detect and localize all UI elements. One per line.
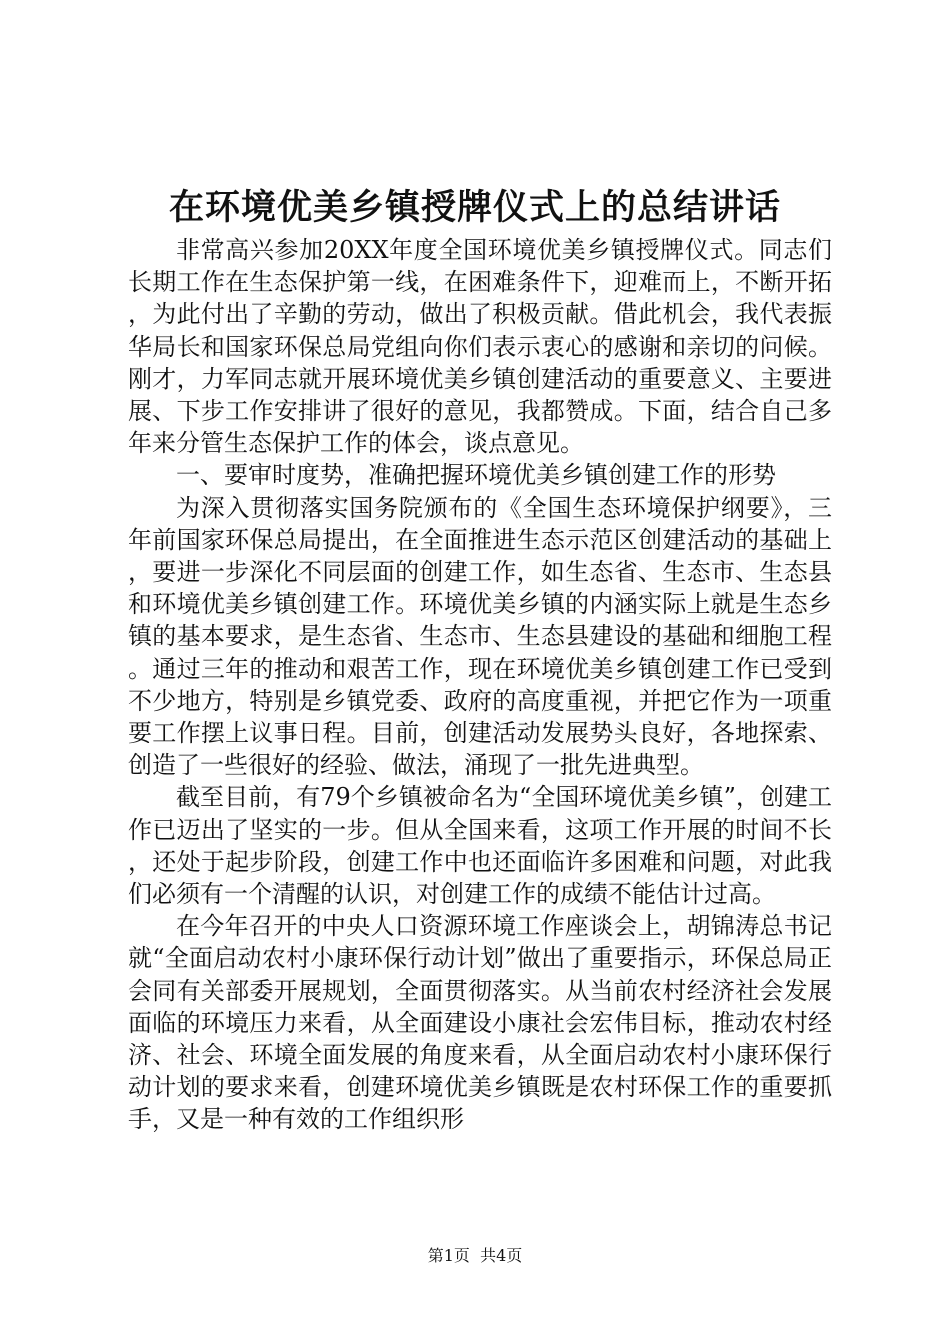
paragraph-opening: 非常高兴参加20XX年度全国环境优美乡镇授牌仪式。同志们长期工作在生态保护第一线，在困难条件下，迎难而上，不断开拓，为此付出了辛勤的劳动，做出了积极贡献。借此机会，我代表振华局长和国家环保总局党组向你们表示衷心的感谢和亲切的问候。刚才，力军同志就开展环境优美乡镇创建活动的重要意义、主要进展、下步工作安排讲了很好的意见，我都赞成。下面，结合自己多年来分管生态保护工作的体会，谈点意见。 [128,236,832,458]
section-heading-1: 一、要审时度势，准确把握环境优美乡镇创建工作的形势 [176,461,776,490]
paragraph-progress: 截至目前，有79个乡镇被命名为“全国环境优美乡镇”，创建工作已迈出了坚实的一步。但从全国来看，这项工作开展的时间不长，还处于起步阶段，创建工作中也还面临许多困难和问题，对此我们必须有一个清醒的认识，对创建工作的成绩不能估计过高。 [128,783,832,909]
document-body [128,234,832,1136]
paragraph-significance: 在今年召开的中央人口资源环境工作座谈会上，胡锦涛总书记就“全面启动农村小康环保行动计划”做出了重要指示，环保总局正会同有关部委开展规划，全面贯彻落实。从当前农村经济社会发展面临的环境压力来看，从全面建设小康社会宏伟目标，推动农村经济、社会、环境全面发展的角度来看，从全面启动农村小康环保行动计划的要求来看，创建环境优美乡镇既是农村环保工作的重要抓手，又是一种有效的工作组织形 [128,912,832,1134]
page-footer [0,1245,950,1267]
document-title: 在环境优美乡镇授牌仪式上的总结讲话 [168,187,781,228]
page-number: 第1页 [427,1246,470,1265]
page-total: 共4页 [480,1246,523,1265]
paragraph-background: 为深入贯彻落实国务院颁布的《全国生态环境保护纲要》，三年前国家环保总局提出，在全面推进生态示范区创建活动的基础上，要进一步深化不同层面的创建工作，如生态省、生态市、生态县和环境优美乡镇创建工作。环境优美乡镇的内涵实际上就是生态乡镇的基本要求，是生态省、生态市、生态县建设的基础和细胞工程。通过三年的推动和艰苦工作，现在环境优美乡镇创建工作已受到不少地方，特别是乡镇党委、政府的高度重视，并把它作为一项重要工作摆上议事日程。目前，创建活动发展势头良好，各地探索、创造了一些很好的经验、做法，涌现了一批先进典型。 [128,493,832,780]
footer-separator [470,1246,480,1265]
